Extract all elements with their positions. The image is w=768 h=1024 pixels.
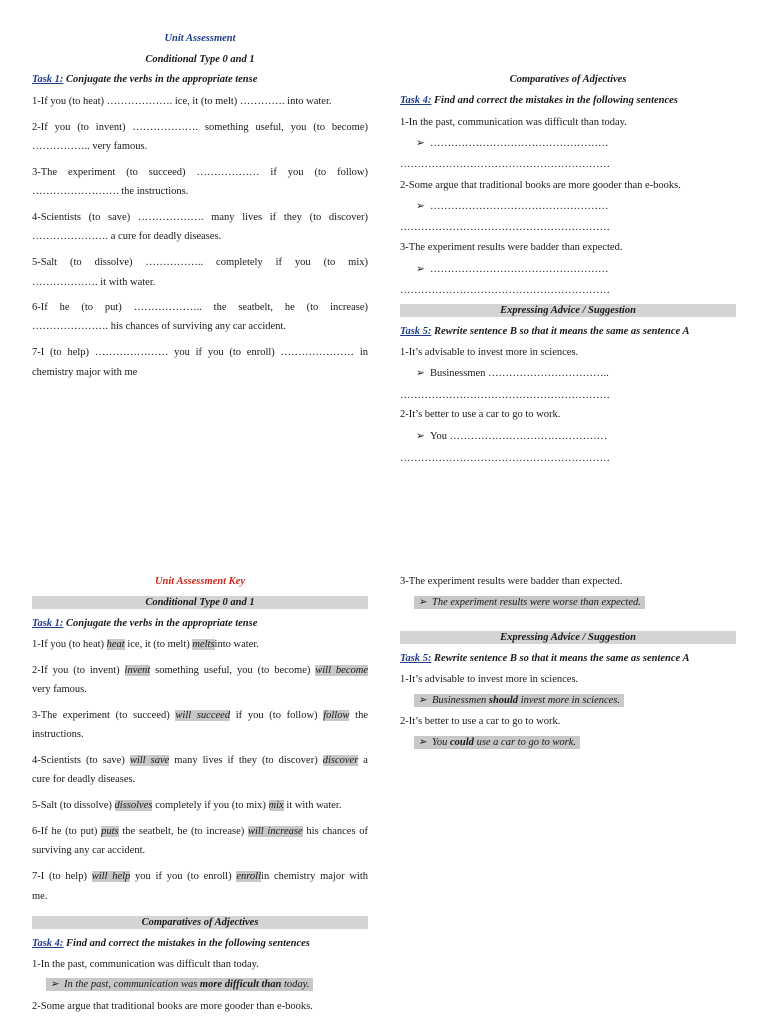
arrow-icon: ➢ (50, 979, 59, 990)
key-answer-line (414, 596, 736, 609)
key-text: 5-Salt (to dissolve) (32, 800, 115, 811)
advice-question-2: 2-It’s better to use a car to go to work. (400, 716, 561, 727)
key-answer-line (414, 694, 736, 707)
key-answer: dissolves (114, 800, 153, 811)
question-7: 7-I (to help) ………………… you if you (to enroll) ………………… in (32, 347, 368, 358)
question-4: 4-Scientists (to save) ………………. many lives if they (to discover) (32, 212, 368, 223)
task-text: Conjugate the verbs in the appropriate tense (63, 74, 258, 85)
key-6 (32, 825, 368, 838)
key-4 (32, 754, 368, 767)
key-text: ice, it (to melt) (124, 639, 193, 650)
key-text: something useful, you (to become) (150, 665, 316, 676)
task-5-instruction (400, 652, 736, 665)
key-2 (32, 664, 368, 677)
answer-blank-cont: …………………………………………………… (400, 285, 610, 296)
key-text: many lives if they (to discover) (169, 755, 323, 766)
key-2-cont: very famous. (32, 684, 87, 695)
key-text: In the past, communication was (64, 979, 200, 990)
key-4-cont: cure for deadly diseases. (32, 774, 136, 785)
question-6: 6-If he (to put) ……………….. the seatbelt, he (to increase) (32, 302, 368, 313)
key-answer: invent (124, 665, 151, 676)
question-2: 2-Some argue that traditional books are more gooder than e-books. (32, 1001, 313, 1012)
key-emphasis: could (450, 737, 474, 748)
task-text: Rewrite sentence B so that it means the same as sentence A (431, 653, 690, 664)
key-answer: mix (268, 800, 284, 811)
key-6-cont: surviving any car accident. (32, 845, 146, 856)
answer-blank: …………………………………………… (430, 201, 609, 212)
key-answer: puts (101, 826, 119, 837)
key-1 (32, 638, 368, 651)
arrow-icon: ➢ (418, 597, 427, 608)
key-text: his chances of (302, 826, 369, 837)
key-text: if you (to follow) (230, 710, 324, 721)
key-text: you if you (to enroll) (130, 871, 237, 882)
question-3: 3-The experiment results were badder than expected. (400, 576, 623, 587)
question-7-cont: chemistry major with me (32, 367, 138, 378)
task-text: Rewrite sentence B so that it means the same as sentence A (431, 326, 690, 337)
key-text: You (432, 737, 451, 748)
key-text: 6-If he (to put) (32, 826, 102, 837)
section-heading-bar: Expressing Advice / Suggestion (400, 304, 736, 317)
key-7-cont: me. (32, 891, 48, 902)
key-text: 1-If you (to heat) (32, 639, 107, 650)
arrow-icon: ➢ (416, 431, 425, 442)
answer-line (416, 367, 736, 380)
question-3: 3-The experiment results were badder than expected. (400, 242, 623, 253)
question-2-cont: …………….. very famous. (32, 141, 148, 152)
key-text: today. (281, 979, 310, 990)
key-3 (32, 709, 368, 722)
question-2: 2-Some argue that traditional books are more gooder than e-books. (400, 180, 681, 191)
key-answer: follow (323, 710, 350, 721)
key-7 (32, 870, 368, 883)
key-3-cont: instructions. (32, 729, 84, 740)
section-heading: Comparatives of Adjectives (509, 74, 627, 85)
question-3-cont: ……………………. the instructions. (32, 186, 189, 197)
key-text: invest more in sciences. (518, 695, 621, 706)
answer-blank-cont: …………………………………………………… (400, 390, 610, 401)
key-text: 4-Scientists (to save) (32, 755, 130, 766)
task-5-instruction (400, 325, 736, 338)
question-1: 1-In the past, communication was difficult than today. (32, 959, 259, 970)
key-emphasis: should (488, 695, 519, 706)
answer-blank-cont: …………………………………………………… (400, 453, 610, 464)
task-label: Task 5: (400, 326, 432, 337)
key-text: in chemistry major with (261, 871, 368, 882)
question-6-cont: …………………. his chances of surviving any car accident. (32, 321, 286, 332)
task-text: Find and correct the mistakes in the following sentences (63, 938, 310, 949)
task-4-instruction (32, 937, 368, 950)
task-4-instruction (400, 94, 736, 107)
key-answer: discover (322, 755, 359, 766)
arrow-icon: ➢ (416, 201, 425, 212)
key-text: the (349, 710, 368, 721)
arrow-icon: ➢ (416, 368, 425, 379)
arrow-icon: ➢ (416, 264, 425, 275)
answer-line (416, 263, 736, 276)
section-heading-bar: Comparatives of Adjectives (32, 916, 368, 929)
key-text: 7-I (to help) (32, 871, 92, 882)
key-answer: will become (315, 665, 368, 676)
task-1-instruction (32, 617, 368, 630)
key-text: into water. (214, 639, 259, 650)
key-text: a (358, 755, 368, 766)
section-heading: Conditional Type 0 and 1 (145, 54, 255, 65)
question-5: 5-Salt (to dissolve) …………….. completely if you (to mix) (32, 257, 368, 268)
key-text: The experiment results were worse than expected. (432, 597, 641, 608)
section-heading-bar: Conditional Type 0 and 1 (32, 596, 368, 609)
key-answer: will save (129, 755, 170, 766)
answer-line (416, 200, 736, 213)
key-emphasis: more difficult than (199, 979, 282, 990)
key-answer (414, 736, 580, 749)
task-1-instruction (32, 73, 368, 86)
key-text: 3-The experiment (to succeed) (32, 710, 176, 721)
task-label: Task 5: (400, 653, 432, 664)
question-5-cont: ………………. it with water. (32, 277, 156, 288)
advice-question-2: 2-It’s better to use a car to go to work. (400, 409, 561, 420)
key-text: Businessmen (432, 695, 489, 706)
key-answer (414, 596, 645, 609)
key-5 (32, 799, 368, 812)
question-1: 1-In the past, communication was difficult than today. (400, 117, 627, 128)
answer-blank-cont: …………………………………………………… (400, 159, 610, 170)
key-text: use a car to go to work. (473, 737, 577, 748)
key-text: the seatbelt, he (to increase) (118, 826, 248, 837)
task-label: Task 1: (32, 618, 64, 629)
key-answer-line (46, 978, 368, 991)
key-text: completely if you (to mix) (152, 800, 269, 811)
question-1: 1-If you (to heat) ………………. ice, it (to melt) …………. into water. (32, 96, 332, 107)
answer-line (416, 137, 736, 150)
key-answer-line (414, 736, 736, 749)
task-text: Find and correct the mistakes in the following sentences (431, 95, 678, 106)
arrow-icon: ➢ (416, 138, 425, 149)
unit-title: Unit Assessment (164, 33, 236, 44)
answer-line (416, 430, 736, 443)
arrow-icon: ➢ (418, 737, 427, 748)
key-text: 2-If you (to invent) (32, 665, 125, 676)
arrow-icon: ➢ (418, 695, 427, 706)
question-3: 3-The experiment (to succeed) ……………… if you (to follow) (32, 167, 368, 178)
answer-blank-cont: …………………………………………………… (400, 222, 610, 233)
key-answer: will succeed (175, 710, 231, 721)
answer-blank: Businessmen …………………………….. (430, 368, 609, 379)
answer-blank: You ……………………………………… (430, 431, 608, 442)
question-4-cont: …………………. a cure for deadly diseases. (32, 231, 222, 242)
task-label: Task 1: (32, 74, 64, 85)
advice-question-1: 1-It’s advisable to invest more in sciences. (400, 674, 579, 685)
answer-blank: …………………………………………… (430, 138, 609, 149)
key-answer (414, 694, 624, 707)
advice-question-1: 1-It’s advisable to invest more in sciences. (400, 347, 579, 358)
task-label: Task 4: (32, 938, 64, 949)
question-2: 2-If you (to invent) ………………. something useful, you (to become) (32, 122, 368, 133)
key-answer: heat (106, 639, 125, 650)
task-label: Task 4: (400, 95, 432, 106)
answer-blank: …………………………………………… (430, 264, 609, 275)
key-answer: will help (91, 871, 131, 882)
unit-title: Unit Assessment Key (154, 576, 246, 587)
key-answer: enroll (236, 871, 262, 882)
key-text: it with water. (283, 800, 342, 811)
task-text: Conjugate the verbs in the appropriate tense (63, 618, 258, 629)
key-answer: melts (192, 639, 215, 650)
section-heading-bar: Expressing Advice / Suggestion (400, 631, 736, 644)
key-answer: will increase (247, 826, 303, 837)
key-answer (46, 978, 313, 991)
